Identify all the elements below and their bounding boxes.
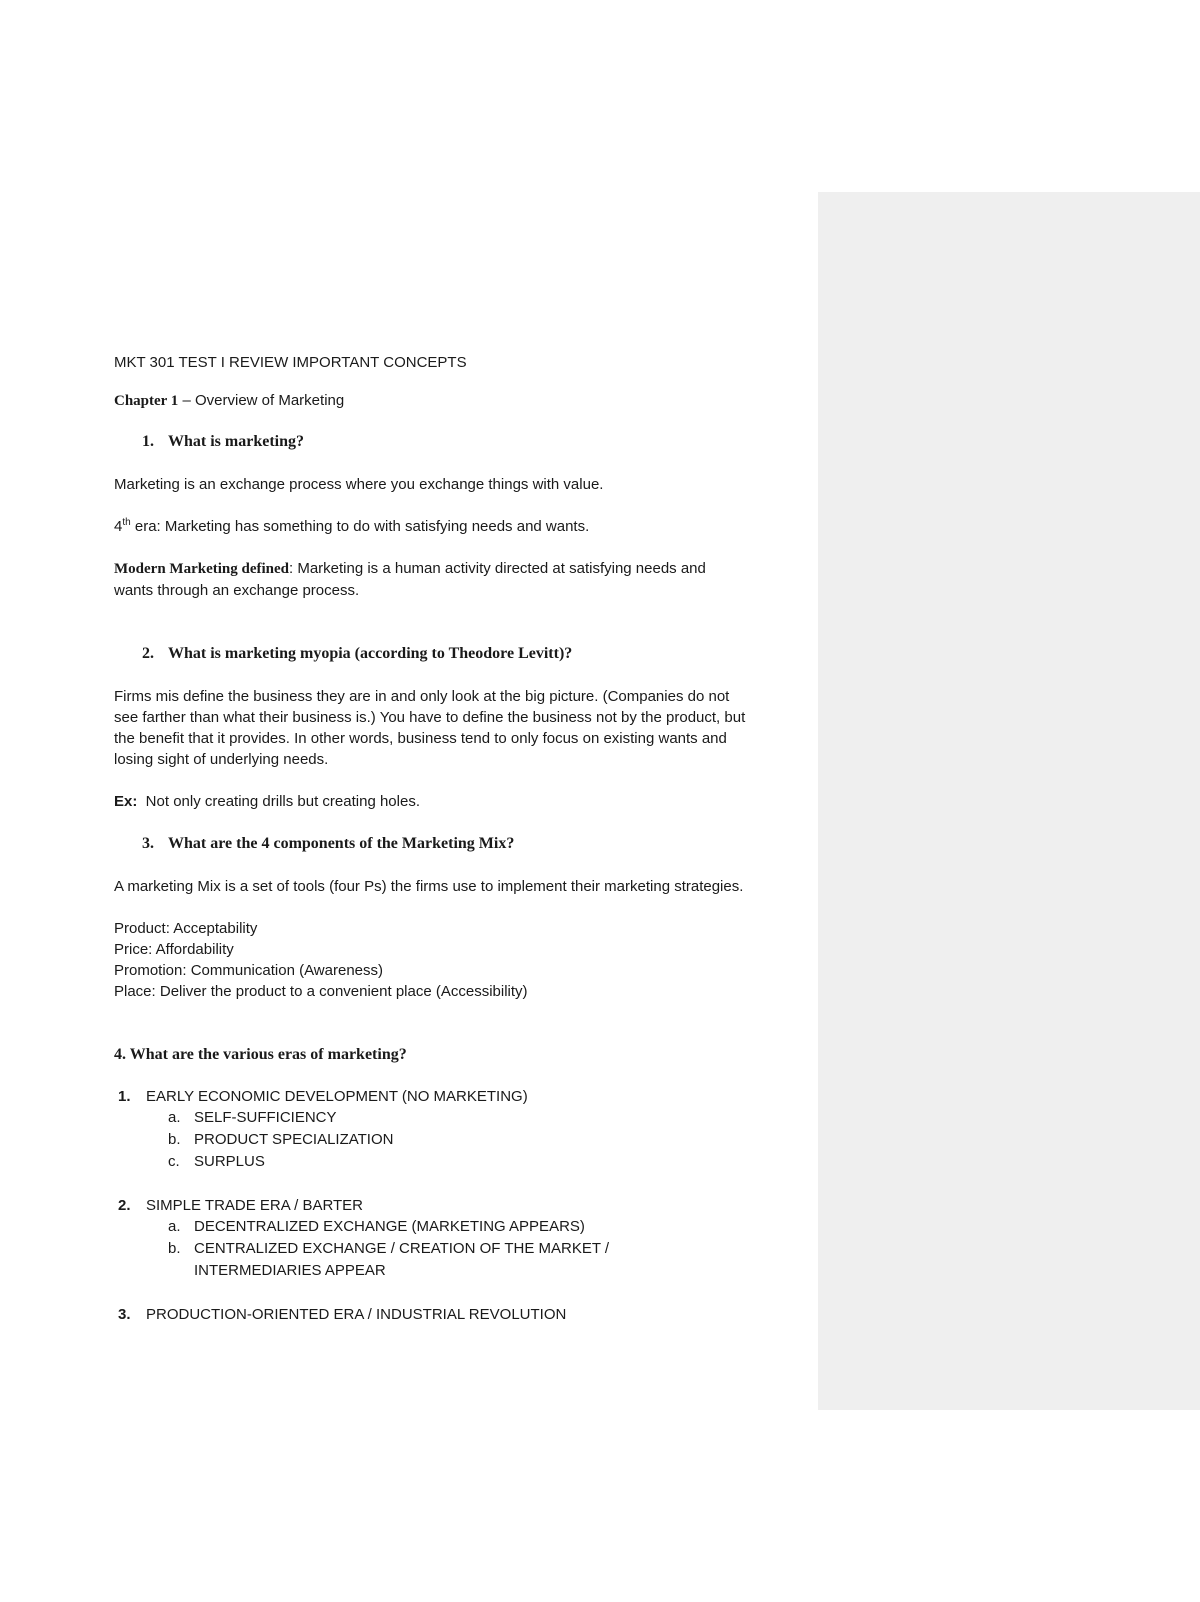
mix-price: Price: Affordability (114, 941, 234, 958)
question-2-answer-line-2: see farther than what their business is.) You have to define the business not by the product, but (114, 709, 746, 726)
chapter-title: – Overview of Marketing (178, 392, 345, 409)
question-2-answer-line-1: Firms mis define the business they are in and only look at the big picture. (Companies do not (114, 688, 730, 705)
era-2-sub-b-cont-text: INTERMEDIARIES APPEAR (194, 1262, 386, 1279)
modern-marketing-text: : Marketing is a human activity directed at satisfying needs and (288, 560, 706, 577)
modern-marketing-text-cont: wants through an exchange process. (114, 582, 360, 599)
era-1-sub-c-letter: c. (168, 1153, 180, 1170)
era-1-sub-a-text: SELF-SUFFICIENCY (194, 1109, 337, 1126)
era-2-label: SIMPLE TRADE ERA / BARTER (146, 1197, 364, 1214)
question-3-number: 3. (142, 835, 154, 852)
era-1-sub-a-letter: a. (168, 1109, 181, 1126)
era-1-sub-b (114, 1129, 814, 1151)
example-label: Ex: (114, 793, 138, 810)
era-3-label: PRODUCTION-ORIENTED ERA / INDUSTRIAL REVOLUTION (146, 1306, 567, 1323)
question-1-answer: Marketing is an exchange process where you exchange things with value. (114, 476, 604, 493)
question-2-answer-line-4: losing sight of underlying needs. (114, 751, 329, 768)
question-1-number: 1. (142, 433, 154, 450)
question-2-number: 2. (142, 645, 154, 662)
era-2-number: 2. (118, 1197, 131, 1214)
mix-promotion: Promotion: Communication (Awareness) (114, 962, 383, 979)
era-2-sub-a (114, 1216, 814, 1238)
question-2-answer-line-3: the benefit that it provides. In other words, business tend to only focus on existing wants and (114, 730, 727, 747)
era-1-sub-a (114, 1107, 814, 1129)
modern-marketing-label: Modern Marketing defined (114, 561, 289, 577)
era-3-number: 3. (118, 1306, 131, 1323)
document-body (114, 354, 814, 1325)
era-item-3 (114, 1304, 814, 1325)
modern-marketing-definition (114, 558, 814, 580)
era-2-sub-a-letter: a. (168, 1218, 181, 1235)
era-item-2 (114, 1195, 814, 1216)
question-2 (114, 643, 814, 665)
question-3 (114, 833, 814, 855)
question-3-text: What are the 4 components of the Marketing Mix? (168, 835, 515, 852)
document-title (114, 354, 814, 371)
question-2-text: What is marketing myopia (according to Theodore Levitt)? (168, 645, 573, 662)
era-1-sub-b-text: PRODUCT SPECIALIZATION (194, 1131, 394, 1148)
chapter-heading (114, 390, 814, 412)
era-1-sub-c-text: SURPLUS (194, 1153, 265, 1170)
era-1-label: EARLY ECONOMIC DEVELOPMENT (NO MARKETING) (146, 1088, 528, 1105)
era-2-sub-b-cont (114, 1260, 814, 1282)
comment-margin-pane (818, 192, 1200, 1410)
title-text: TEST I REVIEW IMPORTANT CONCEPTS (178, 354, 467, 371)
era-2-sub-b (114, 1238, 814, 1260)
era-1-sub-b-letter: b. (168, 1131, 181, 1148)
chapter-label: Chapter 1 (114, 393, 179, 409)
question-3-answer: A marketing Mix is a set of tools (four Ps) the firms use to implement their marketing strategies. (114, 878, 744, 895)
title-course-code: MKT 301 (114, 354, 179, 371)
era-2-sub-a-text: DECENTRALIZED EXCHANGE (MARKETING APPEARS) (194, 1218, 585, 1235)
question-1 (114, 431, 814, 453)
era-2-sub-b-text: CENTRALIZED EXCHANGE / CREATION OF THE MARKET / (194, 1240, 610, 1257)
fourth-era-note (114, 516, 814, 537)
example-line (114, 791, 814, 812)
era-item-1 (114, 1086, 814, 1107)
era-1-number: 1. (118, 1088, 131, 1105)
era-number: 4 (114, 518, 123, 535)
question-4-heading: 4. What are the various eras of marketing? (114, 1046, 407, 1063)
mix-place: Place: Deliver the product to a convenient place (Accessibility) (114, 983, 528, 1000)
era-1-sub-c (114, 1151, 814, 1173)
era-superscript: th (122, 517, 131, 528)
example-text: Not only creating drills but creating holes. (137, 793, 420, 810)
era-text: era: Marketing has something to do with satisfying needs and wants. (130, 518, 590, 535)
mix-product: Product: Acceptability (114, 920, 258, 937)
question-1-text: What is marketing? (168, 433, 304, 450)
era-2-sub-b-letter: b. (168, 1240, 181, 1257)
